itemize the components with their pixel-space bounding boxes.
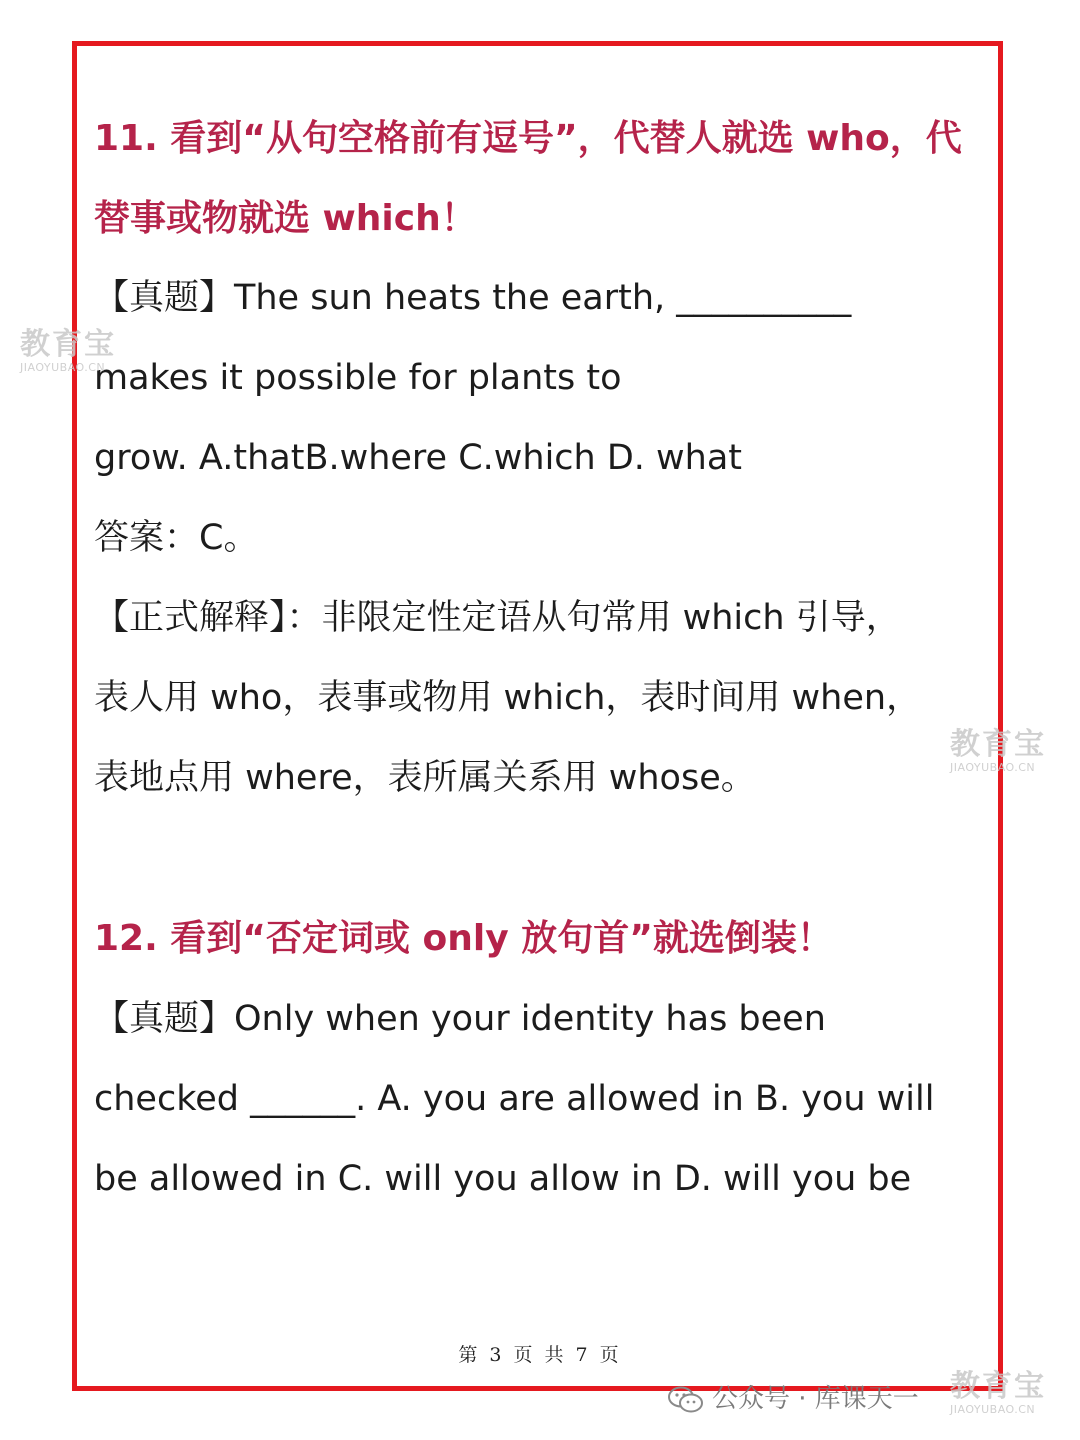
watermark-right	[950, 727, 1046, 774]
section12-heading: 12. 看到“否定词或 only 放句首”就选倒装！	[94, 918, 833, 959]
watermark-domain: JIAOYUBAO.CN	[20, 361, 106, 374]
section11-explain-line2: 表人用 who，表事或物用 which，表时间用 when，	[94, 678, 922, 718]
section11-question-line2: makes it possible for plants to	[94, 358, 622, 398]
watermark-left	[20, 327, 116, 374]
watermark-brand: 教育宝	[20, 327, 116, 362]
section11-explain-line1: 【正式解释】：非限定性定语从句常用 which 引导，	[94, 598, 901, 638]
section11-question-line3: grow. A.thatB.where C.which D. what	[94, 438, 743, 478]
account-name: 公众号 · 库课天一	[712, 1384, 919, 1414]
watermark-brand: 教育宝	[950, 727, 1046, 762]
section12-question-line2: checked ______. A. you are allowed in B. you will	[94, 1079, 935, 1119]
section11-heading-line2: 替事或物就选 which！	[94, 198, 477, 239]
section11-answer: 答案：C。	[94, 518, 259, 558]
watermark-brand: 教育宝	[950, 1369, 1046, 1404]
section12-question-line3: be allowed in C. will you allow in D. will you be	[94, 1159, 912, 1199]
wechat-icon	[668, 1386, 704, 1414]
section11-question-line1: 【真题】The sun heats the earth, __________	[94, 278, 852, 318]
watermark-domain: JIAOYUBAO.CN	[950, 1403, 1036, 1416]
watermark-bottom	[950, 1369, 1046, 1416]
section11-explain-line3: 表地点用 where，表所属关系用 whose。	[94, 758, 756, 798]
page-indicator: 第 3 页 共 7 页	[458, 1344, 622, 1366]
watermark-domain: JIAOYUBAO.CN	[950, 761, 1036, 774]
section12-question-line1: 【真题】Only when your identity has been	[94, 999, 826, 1039]
wechat-account-label	[668, 1378, 919, 1415]
section11-heading-line1: 11. 看到“从句空格前有逗号”，代替人就选 who，代	[94, 118, 962, 159]
